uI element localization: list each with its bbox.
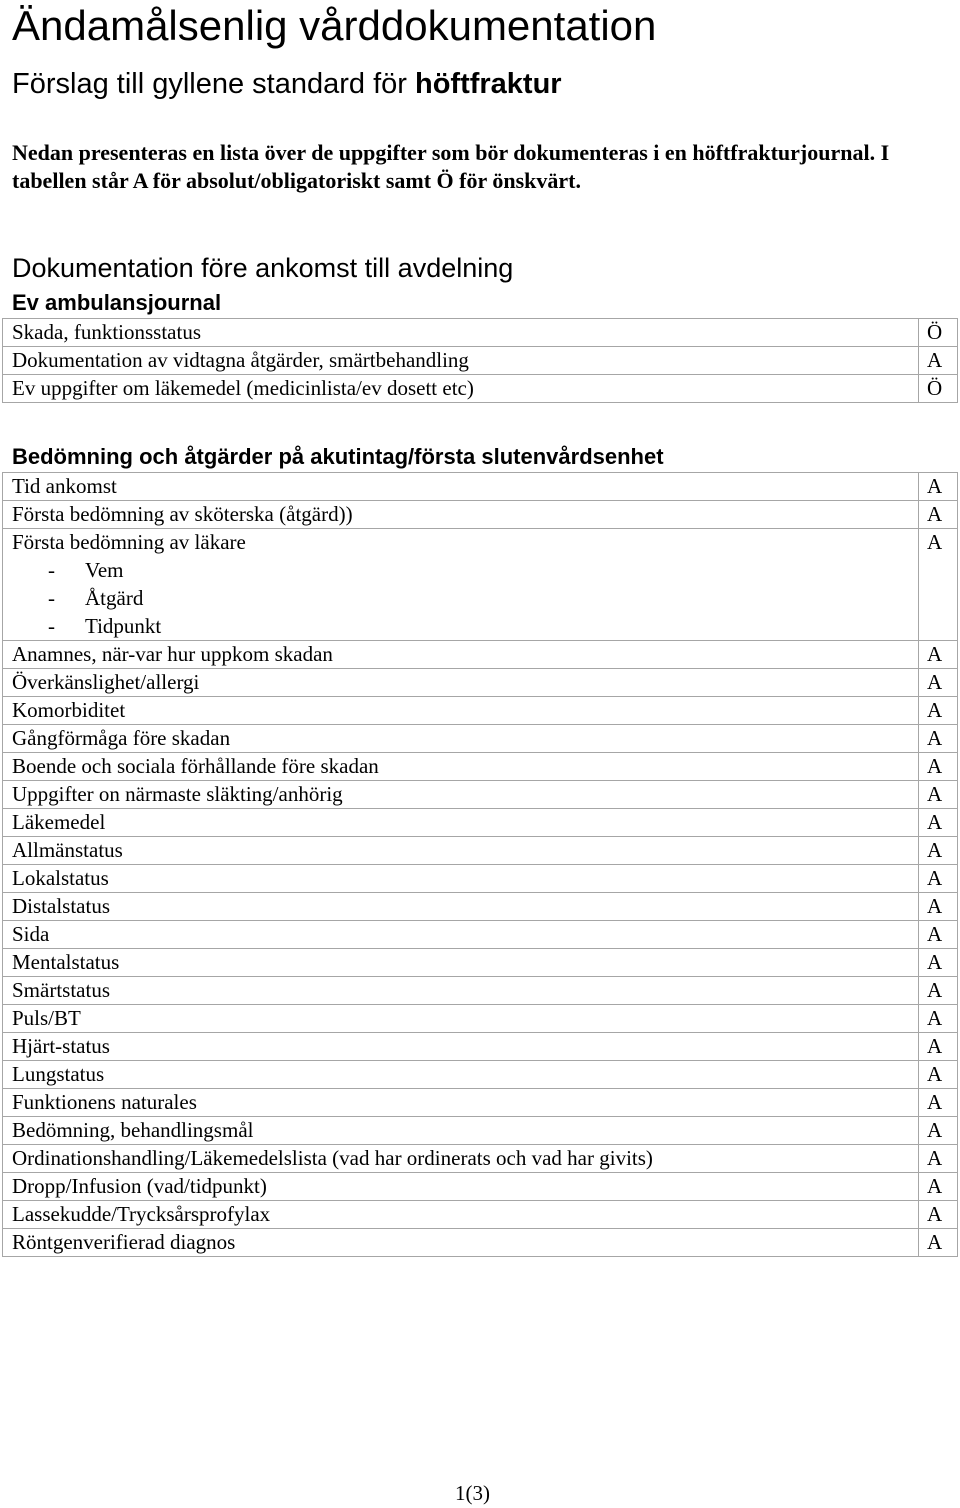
row-label: Distalstatus bbox=[3, 893, 919, 921]
subitem-text: Åtgärd bbox=[85, 586, 144, 610]
row-code: A bbox=[918, 837, 957, 865]
row-label: Boende och sociala förhållande före skadan bbox=[3, 753, 919, 781]
row-code: A bbox=[918, 893, 957, 921]
subitem bbox=[12, 556, 918, 584]
row-label: Mentalstatus bbox=[3, 949, 919, 977]
row-code: A bbox=[918, 753, 957, 781]
row-code: A bbox=[918, 1229, 957, 1257]
subtitle-prefix: Förslag till gyllene standard för bbox=[12, 68, 415, 100]
row-code: A bbox=[918, 1117, 957, 1145]
row-code: A bbox=[918, 473, 957, 501]
row-label-text: Första bedömning av läkare bbox=[12, 530, 246, 554]
table-row bbox=[3, 669, 958, 697]
subitem bbox=[12, 612, 918, 640]
subitem-list bbox=[12, 556, 918, 640]
section2-table bbox=[2, 472, 958, 1257]
row-label: Anamnes, när-var hur uppkom skadan bbox=[3, 641, 919, 669]
row-code: A bbox=[918, 1033, 957, 1061]
table-row bbox=[3, 781, 958, 809]
row-label: Läkemedel bbox=[3, 809, 919, 837]
row-code: A bbox=[918, 781, 957, 809]
row-label: Lungstatus bbox=[3, 1061, 919, 1089]
table-row bbox=[3, 1229, 958, 1257]
subtitle-emphasis: höftfraktur bbox=[414, 68, 562, 100]
row-code: A bbox=[918, 1089, 957, 1117]
dash-bullet: - bbox=[48, 558, 55, 582]
row-code: A bbox=[918, 1145, 957, 1173]
row-code: A bbox=[918, 725, 957, 753]
table-row bbox=[3, 473, 958, 501]
section1-heading: Dokumentation före ankomst till avdelning bbox=[12, 253, 514, 283]
dash-bullet: - bbox=[48, 586, 55, 610]
row-code: A bbox=[918, 1201, 957, 1229]
row-code: A bbox=[918, 1005, 957, 1033]
row-label: Puls/BT bbox=[3, 1005, 919, 1033]
table-row bbox=[3, 1145, 958, 1173]
row-label: Tid ankomst bbox=[3, 473, 919, 501]
subitem-text: Vem bbox=[85, 558, 124, 582]
row-label: Smärtstatus bbox=[3, 977, 919, 1005]
table-row bbox=[3, 319, 958, 347]
row-code: A bbox=[918, 921, 957, 949]
table-row bbox=[3, 1201, 958, 1229]
table-row bbox=[3, 1033, 958, 1061]
row-label bbox=[3, 529, 919, 641]
table-row bbox=[3, 347, 958, 375]
table-row bbox=[3, 893, 958, 921]
row-code: A bbox=[918, 501, 957, 529]
row-code: A bbox=[918, 641, 957, 669]
row-label: Ev uppgifter om läkemedel (medicinlista/ev dosett etc) bbox=[3, 375, 919, 403]
row-label: Sida bbox=[3, 921, 919, 949]
row-label: Ordinationshandling/Läkemedelslista (vad har ordinerats och vad har givits) bbox=[3, 1145, 919, 1173]
table-row bbox=[3, 837, 958, 865]
table-row bbox=[3, 501, 958, 529]
table-row bbox=[3, 697, 958, 725]
table-row bbox=[3, 1089, 958, 1117]
row-label: Bedömning, behandlingsmål bbox=[3, 1117, 919, 1145]
row-label: Hjärt-status bbox=[3, 1033, 919, 1061]
row-label: Lokalstatus bbox=[3, 865, 919, 893]
table-row bbox=[3, 529, 958, 641]
row-label: Lassekudde/Trycksårsprofylax bbox=[3, 1201, 919, 1229]
table-row bbox=[3, 1117, 958, 1145]
row-label: Gångförmåga före skadan bbox=[3, 725, 919, 753]
row-label: Funktionens naturales bbox=[3, 1089, 919, 1117]
row-code: A bbox=[918, 529, 957, 641]
row-label: Röntgenverifierad diagnos bbox=[3, 1229, 919, 1257]
row-code: A bbox=[918, 977, 957, 1005]
row-code: A bbox=[918, 347, 957, 375]
table-row bbox=[3, 1061, 958, 1089]
row-label: Överkänslighet/allergi bbox=[3, 669, 919, 697]
row-code: A bbox=[918, 1173, 957, 1201]
table-row bbox=[3, 641, 958, 669]
table-row bbox=[3, 753, 958, 781]
row-code: A bbox=[918, 1061, 957, 1089]
subitem-text: Tidpunkt bbox=[85, 614, 162, 638]
row-label: Skada, funktionsstatus bbox=[3, 319, 919, 347]
row-label: Dokumentation av vidtagna åtgärder, smärtbehandling bbox=[3, 347, 919, 375]
row-code: A bbox=[918, 809, 957, 837]
page-title: Ändamålsenlig vårddokumentation bbox=[12, 2, 657, 49]
row-code: A bbox=[918, 669, 957, 697]
page-number: 1(3) bbox=[455, 1481, 490, 1505]
row-label: Dropp/Infusion (vad/tidpunkt) bbox=[3, 1173, 919, 1201]
table-row bbox=[3, 977, 958, 1005]
section1-table bbox=[2, 318, 958, 403]
row-code: Ö bbox=[918, 319, 957, 347]
row-label: Komorbiditet bbox=[3, 697, 919, 725]
row-code: A bbox=[918, 949, 957, 977]
dash-bullet: - bbox=[48, 614, 55, 638]
section2-heading: Bedömning och åtgärder på akutintag/första slutenvårdsenhet bbox=[12, 444, 664, 469]
table-row bbox=[3, 375, 958, 403]
table-row bbox=[3, 921, 958, 949]
row-code: A bbox=[918, 697, 957, 725]
row-label: Allmänstatus bbox=[3, 837, 919, 865]
section1-subheading: Ev ambulansjournal bbox=[12, 290, 222, 315]
table-row bbox=[3, 1005, 958, 1033]
table-row bbox=[3, 809, 958, 837]
row-code: Ö bbox=[918, 375, 957, 403]
table-row bbox=[3, 1173, 958, 1201]
intro-paragraph: Nedan presenteras en lista över de uppgifter som bör dokumenteras i en höftfrakturjournal. I tabellen står A för absolut/obligatoriskt samt Ö för önskvärt. bbox=[12, 140, 890, 193]
table-row bbox=[3, 949, 958, 977]
page-subtitle bbox=[12, 64, 562, 104]
table-row bbox=[3, 865, 958, 893]
table-row bbox=[3, 725, 958, 753]
subitem bbox=[12, 584, 918, 612]
row-code: A bbox=[918, 865, 957, 893]
row-label: Uppgifter on närmaste släkting/anhörig bbox=[3, 781, 919, 809]
row-label: Första bedömning av sköterska (åtgärd)) bbox=[3, 501, 919, 529]
